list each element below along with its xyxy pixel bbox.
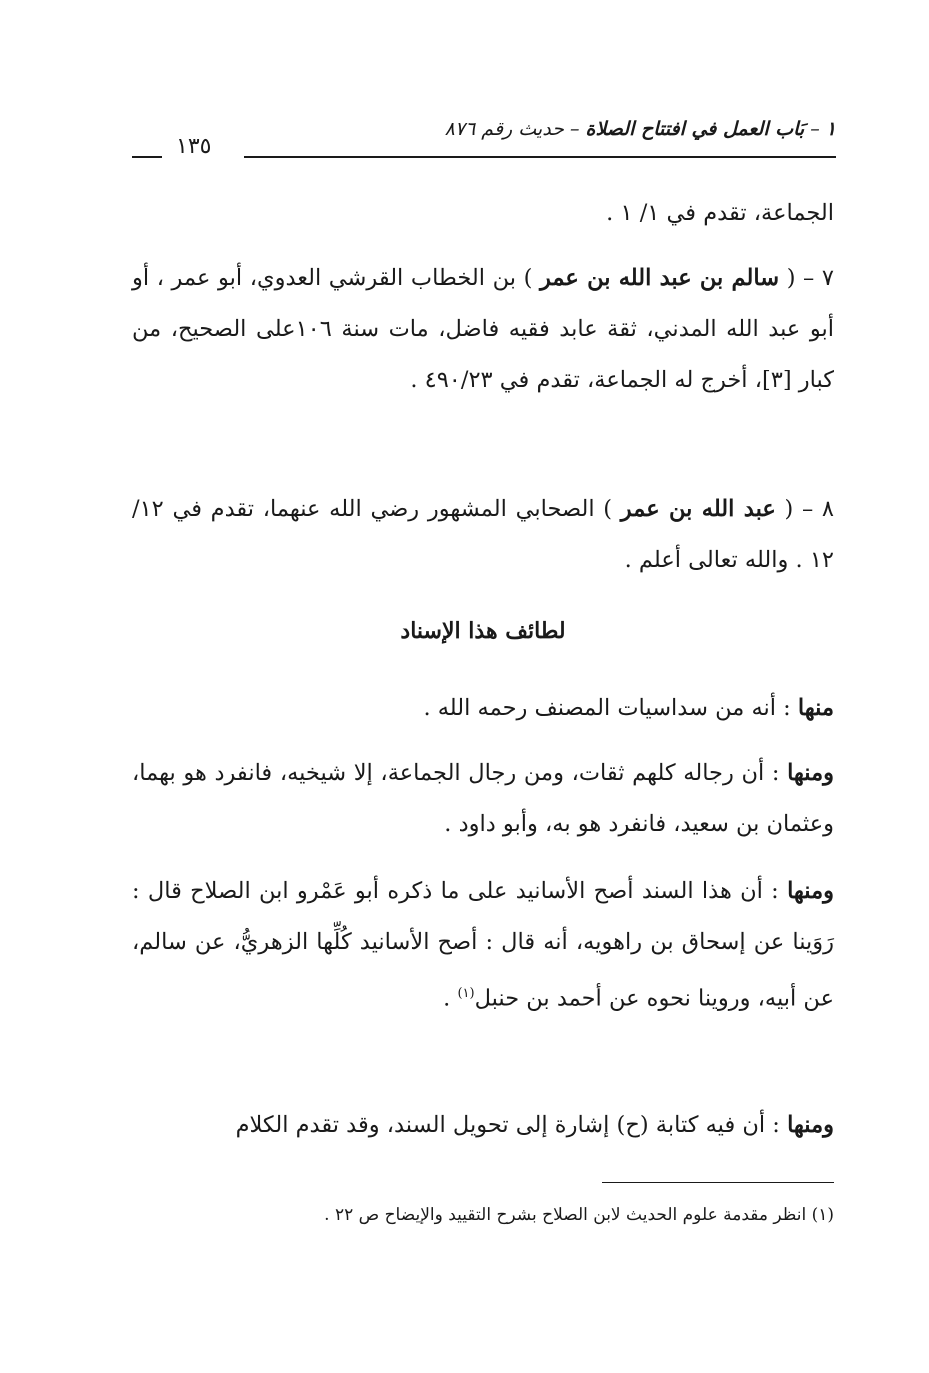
subtlety-2-text: : أن رجاله كلهم ثقات، ومن رجال الجماعة، إلا شيخيه، فانفرد هو بهما، وعثمان بن سعيد، فانفرد هو به، وأبو داود . xyxy=(132,760,834,837)
subtlety-4-lead: ومنها xyxy=(787,1112,834,1138)
narrator-7-bio: ) بن الخطاب القرشي العدوي، أبو عمر ، أو أبو عبد الله المدني، ثقة عابد فقيه فاضل، مات سنة ١٠٦على الصحيح، من كبار [٣]، أخرج له الجماعة، تقدم في ٤٩٠/٢٣ . xyxy=(132,265,834,393)
narrator-8-bio: ) الصحابي المشهور رضي الله عنهما، تقدم في ١٢/ ١٢ . والله تعالى أعلم . xyxy=(132,496,834,573)
header-rule-short xyxy=(132,156,162,158)
subtlety-1 xyxy=(132,683,834,734)
subtlety-4-text: : أن فيه كتابة (ح) إشارة إلى تحويل السند، وقد تقدم الكلام xyxy=(235,1112,780,1138)
subtlety-2-lead: ومنها xyxy=(787,760,835,786)
section-heading: لطائف هذا الإسناد xyxy=(400,618,566,644)
header-rule xyxy=(244,156,836,158)
subtlety-3-text: : أن هذا السند أصح الأسانيد على ما ذكره أبو عَمْرو ابن الصلاح قال : رَوَينا عن إسحاق بن راهويه، أنه قال : أصح الأسانيد كُلِّها الزهريُّ، عن سالم، عن أبيه، وروينا نحوه عن أحمد بن حنبل xyxy=(132,878,834,1012)
chapter-title: بَاب العمل في افتتاح الصلاة xyxy=(585,118,805,140)
running-header xyxy=(132,118,836,162)
page-number: ١٣٥ xyxy=(176,134,212,159)
narrator-7 xyxy=(132,253,834,406)
subtlety-4 xyxy=(132,1100,834,1151)
footnote-rule xyxy=(602,1182,834,1183)
narrator-7-number: ٧ – ( xyxy=(786,265,834,291)
header-title: ١ – بَاب العمل في افتتاح الصلاة – حديث رقم ٨٧٦ xyxy=(444,118,836,140)
subtlety-3-lead: ومنها xyxy=(787,878,834,904)
paragraph-continuation: الجماعة، تقدم في ١/ ١ . xyxy=(606,200,834,226)
narrator-7-name: سالم بن عبد الله بن عمر xyxy=(539,265,780,291)
narrator-8-number: ٨ – ( xyxy=(784,496,834,522)
footnote-marker: (١) xyxy=(457,986,475,1001)
subtlety-2 xyxy=(132,748,834,850)
narrator-8 xyxy=(132,484,834,586)
narrator-8-name: عبد الله بن عمر xyxy=(620,496,776,522)
hadith-reference: حديث رقم ٨٧٦ xyxy=(444,118,564,140)
chapter-number: ١ xyxy=(825,118,836,140)
footnote: (١) انظر مقدمة علوم الحديث لابن الصلاح بشرح التقييد والإيضاح ص ٢٢ . xyxy=(324,1205,834,1225)
subtlety-3: ومنها : أن هذا السند أصح الأسانيد على ما ذكره أبو عَمْرو ابن الصلاح قال : رَوَينا عن إسحاق بن راهويه، أنه قال : أصح الأسانيد كُلِّها الزهريُّ، عن سالم، عن أبيه، وروينا نحوه عن أحمد بن حنبل$^{(١)}$ . xyxy=(132,878,834,1012)
subtlety-1-lead: منها xyxy=(797,695,834,721)
subtlety-1-text: : أنه من سداسيات المصنف رحمه الله . xyxy=(423,695,791,721)
